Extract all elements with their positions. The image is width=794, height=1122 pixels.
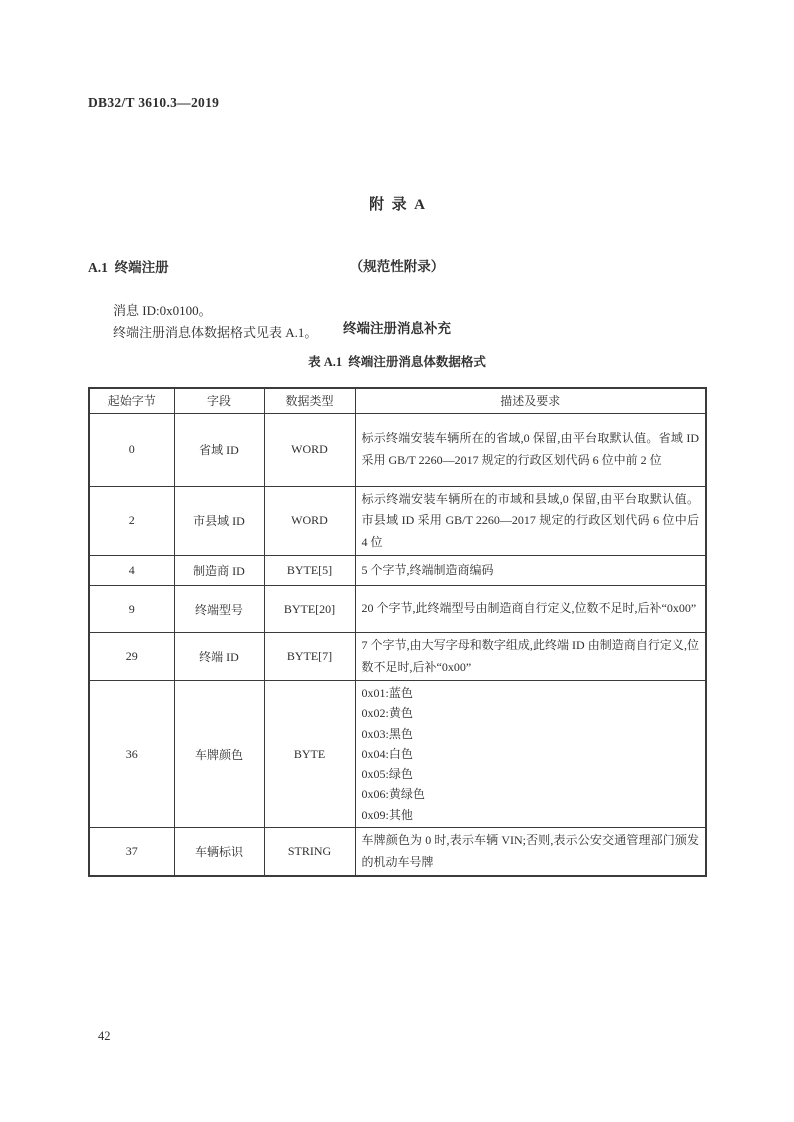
terminal-registration-table (88, 387, 707, 877)
cell-field: 省域 ID (174, 413, 264, 486)
cell-description: 5 个字节,终端制造商编码 (355, 556, 706, 586)
header-description: 描述及要求 (355, 388, 706, 413)
cell-field: 终端 ID (174, 633, 264, 681)
cell-data-type: BYTE (264, 681, 355, 828)
cell-start-byte: 4 (89, 556, 174, 586)
header-field: 字段 (174, 388, 264, 413)
description-line: 0x03:黑色 (361, 726, 413, 741)
cell-start-byte: 36 (89, 681, 174, 828)
cell-data-type: STRING (264, 828, 355, 877)
cell-data-type: WORD (264, 486, 355, 556)
cell-field: 市县域 ID (174, 486, 264, 556)
table-row (89, 681, 706, 828)
table-row (89, 828, 706, 877)
description-line: 0x05:绿色 (361, 767, 413, 782)
table-header-row (89, 388, 706, 413)
table-body (89, 413, 706, 876)
cell-data-type: WORD (264, 413, 355, 486)
cell-data-type: BYTE[7] (264, 633, 355, 681)
description-line: 0x06:黄绿色 (361, 787, 425, 802)
description-line: 0x09:其他 (361, 807, 413, 822)
section-heading: A.1 终端注册 (88, 260, 169, 275)
appendix-subtitle: （规范性附录） (349, 259, 445, 274)
table-row (89, 586, 706, 633)
cell-data-type: BYTE[20] (264, 586, 355, 633)
appendix-heading: 终端注册消息补充 (343, 321, 451, 336)
cell-description: 标示终端安装车辆所在的省域,0 保留,由平台取默认值。省域 ID 采用 GB/T 2260—2017 规定的行政区划代码 6 位中前 2 位 (355, 413, 706, 486)
description-line: 0x02:黄色 (361, 706, 413, 721)
cell-start-byte: 2 (89, 486, 174, 556)
table-row (89, 486, 706, 556)
cell-start-byte: 37 (89, 828, 174, 877)
cell-description: 标示终端安装车辆所在的市域和县域,0 保留,由平台取默认值。市县域 ID 采用 GB/T 2260—2017 规定的行政区划代码 6 位中后 4 位 (355, 486, 706, 556)
doc-number: DB32/T 3610.3—2019 (88, 95, 220, 110)
cell-description (355, 681, 706, 828)
appendix-title: 附 录 A (369, 197, 425, 213)
table-row (89, 556, 706, 586)
header-data-type: 数据类型 (264, 388, 355, 413)
cell-start-byte: 0 (89, 413, 174, 486)
description-line: 0x04:白色 (361, 746, 413, 761)
table-caption: 表 A.1 终端注册消息体数据格式 (308, 355, 486, 369)
page-number: 42 (98, 1029, 111, 1043)
cell-start-byte: 29 (89, 633, 174, 681)
table-row (89, 633, 706, 681)
cell-description: 7 个字节,由大写字母和数字组成,此终端 ID 由制造商自行定义,位数不足时,后补“0x00” (355, 633, 706, 681)
cell-data-type: BYTE[5] (264, 556, 355, 586)
header-start-byte: 起始字节 (89, 388, 174, 413)
paragraph-message-id: 消息 ID:0x0100。 (113, 303, 212, 318)
table-row (89, 413, 706, 486)
cell-field: 车牌颜色 (174, 681, 264, 828)
cell-description: 20 个字节,此终端型号由制造商自行定义,位数不足时,后补“0x00” (355, 586, 706, 633)
paragraph-table-reference: 终端注册消息体数据格式见表 A.1。 (113, 325, 318, 340)
cell-description: 车牌颜色为 0 时,表示车辆 VIN;否则,表示公安交通管理部门颁发的机动车号牌 (355, 828, 706, 877)
cell-field: 制造商 ID (174, 556, 264, 586)
cell-field: 车辆标识 (174, 828, 264, 877)
cell-field: 终端型号 (174, 586, 264, 633)
description-line: 0x01:蓝色 (361, 686, 413, 700)
cell-start-byte: 9 (89, 586, 174, 633)
